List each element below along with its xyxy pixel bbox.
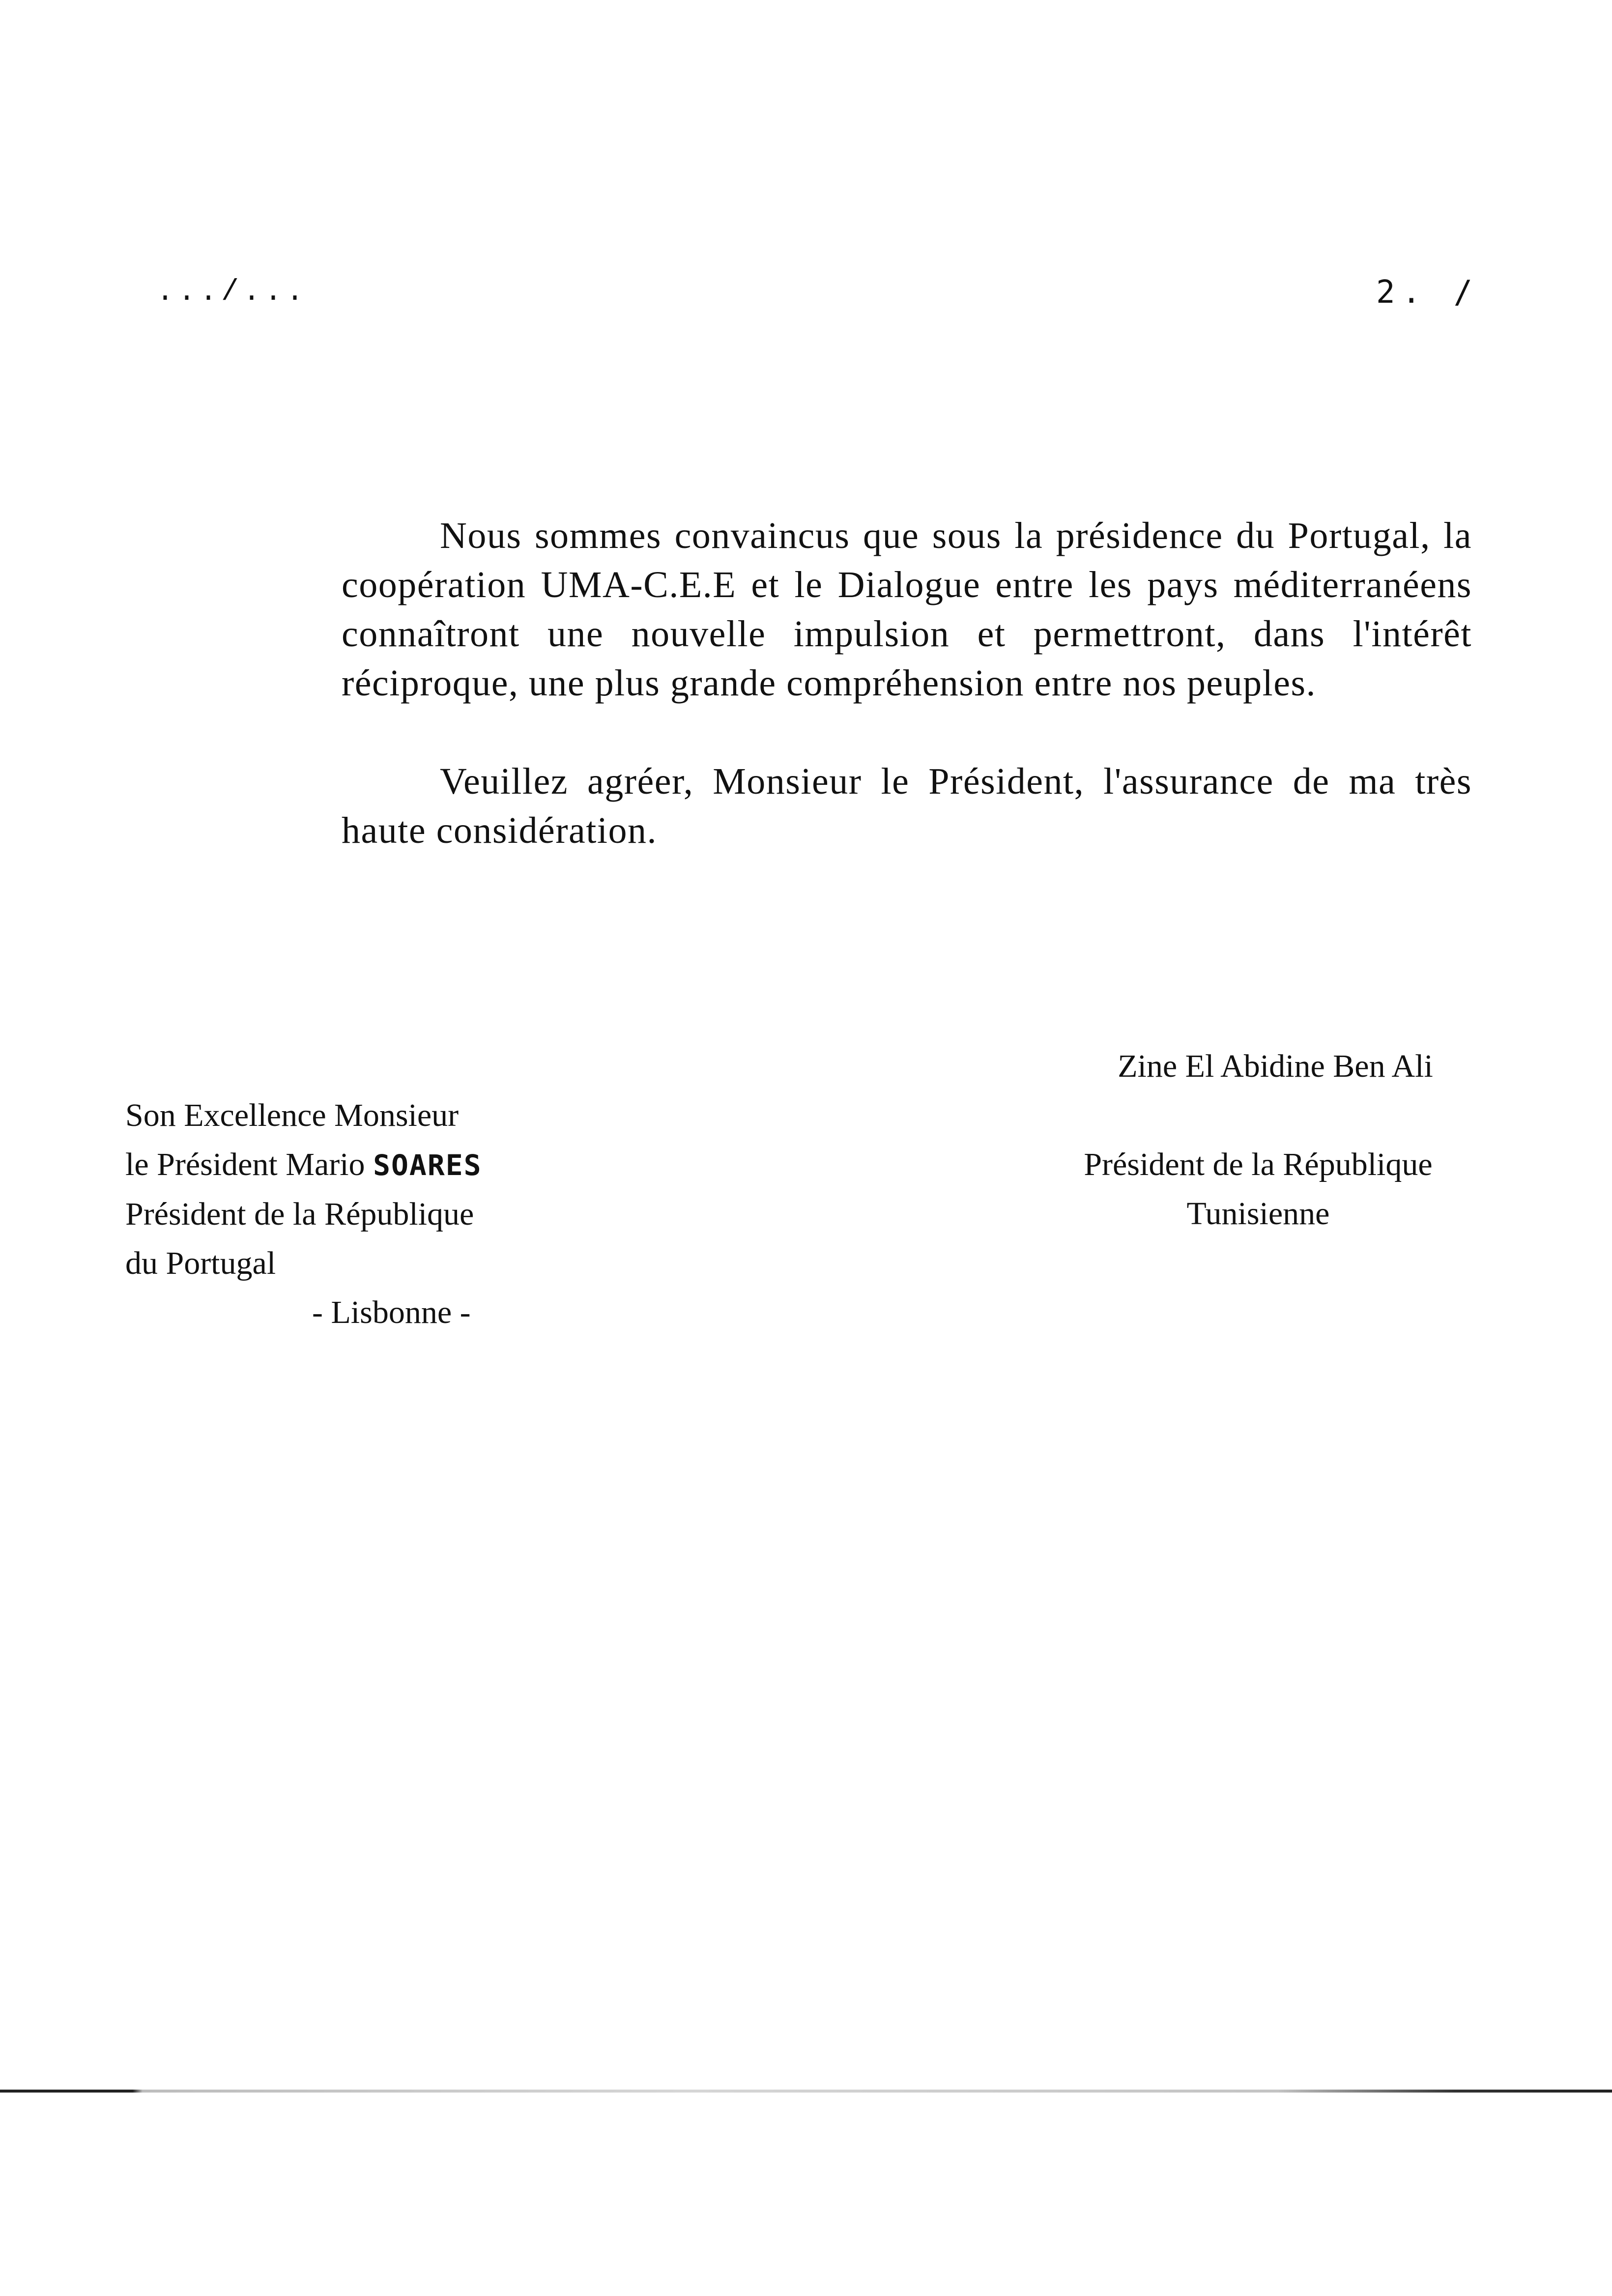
addressee-surname-stamp: SOARES: [373, 1148, 482, 1182]
addressee-city: - Lisbonne -: [312, 1294, 471, 1330]
signer-name: Zine El Abidine Ben Ali: [1118, 1048, 1433, 1084]
body-paragraph-2: Veuillez agréer, Monsieur le Président, l'assurance de ma très haute considération.: [342, 761, 1472, 851]
addressee-line-4: du Portugal: [125, 1245, 276, 1281]
page-number: 2. /: [1376, 274, 1480, 311]
addressee-line-2: [125, 1140, 666, 1190]
footer-rule: [0, 2090, 1612, 2093]
addressee-block: [125, 1091, 666, 1337]
letter-body: [342, 511, 1472, 855]
addressee-line-2-prefix: le Président Mario: [125, 1147, 374, 1182]
addressee-line-3: Président de la République: [125, 1196, 474, 1232]
signer-title: Président de la République: [1084, 1147, 1433, 1182]
addressee-line-1: Son Excellence Monsieur: [125, 1097, 459, 1133]
signature-block: [1012, 1042, 1504, 1238]
body-paragraph-1: Nous sommes convaincus que sous la présidence du Portugal, la coopération UMA-C.E.E et le Dialogue entre les pays méditerranéens connaîtront une nouvelle impulsion et permettront, dans l'intérêt réciproque, une plus grande compréhension entre nos peuples.: [342, 515, 1472, 704]
continuation-mark: .../...: [156, 276, 308, 309]
signer-country: Tunisienne: [1186, 1196, 1330, 1232]
